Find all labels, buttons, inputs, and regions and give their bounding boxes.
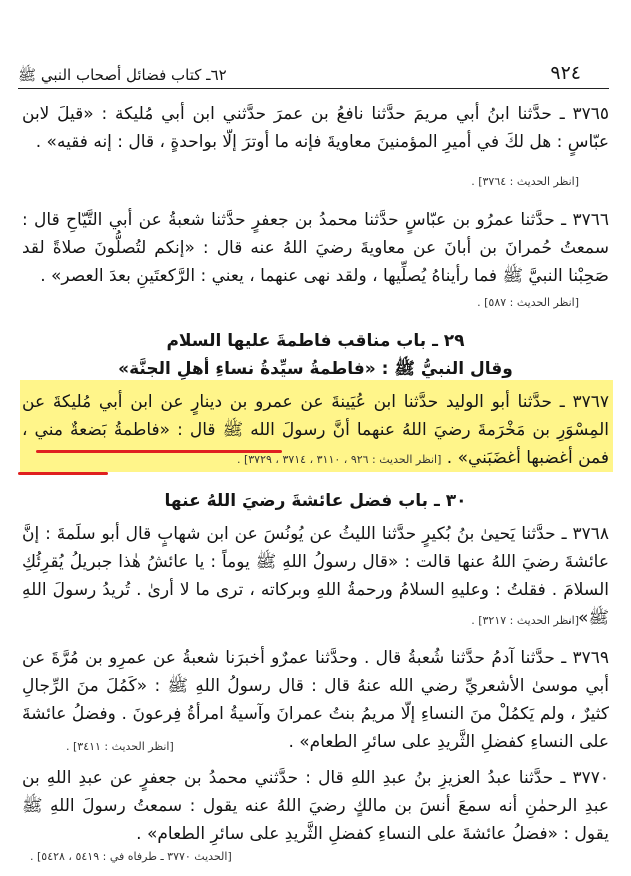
hadith-3767-body: ٣٧٦٧ ـ حدَّثنا أبو الوليد حدَّثنا ابن عُيَينةَ عن عمرو بن دينارٍ عن ابن أبي مُليكةَ عن المِسْوَرِ بن مَخْرَمةَ رضيَ اللهُ عنهما أنَّ رسولَ الله ﷺ قال : «فاطمةُ بَضعةٌ مني ، فمن أغضبها أغضَبَني» . <box>22 392 609 468</box>
page-number: ٩٢٤ <box>550 62 581 84</box>
hadith-3767-reference: [انظر الحديث : ٩٢٦ ، ٣١١٠ ، ٣٧١٤ ، ٣٧٢٩] . <box>236 453 442 466</box>
hadith-3766-text: ٣٧٦٦ ـ حدَّثنا عمرُو بن عبّاسٍ حدَّثنا محمدُ بن جعفرٍ حدَّثنا شعبةُ عن أبي التَّيّاحِ قال : سمعتُ حُمرانَ بن أبانَ عن معاويةَ رضيَ اللهُ عنه قال : «إنكم لتُصلُّونَ صلاةً لقد صَحِبْنا النبيَّ ﷺ فما رأيناهُ يُصلِّيها ، ولقد نهى عنهما ، يعني : الرَّكعتَينِ بعدَ العصر» . <box>22 210 609 286</box>
hadith-3765-text: ٣٧٦٥ ـ حدَّثنا ابنُ أبي مريمَ حدَّثنا نافعُ بن عمرَ حدَّثني ابن أبي مُليكة : «قيلَ لابن عبّاسٍ : هل لكَ في أميرِ المؤمنينَ معاويةَ فإنه ما أوترَ إلّا بواحدةٍ ، قال : إنه فقيه» . <box>22 104 609 152</box>
hadith-3769-reference: [انظر الحديث : ٣٤١١] . <box>66 740 174 753</box>
chapter-30-heading: ٣٠ ـ باب فضل عائشةَ رضيَ اللهُ عنها <box>164 491 467 511</box>
hadith-3770-reference: [الحديث ٣٧٧٠ ـ طرفاه في : ٥٤١٩ ، ٥٤٢٨] . <box>30 850 232 863</box>
chapter-title: ٦٢ـ كتاب فضائل أصحاب النبي ﷺ <box>18 66 227 84</box>
hadith-3767-text <box>22 388 609 474</box>
hadith-3770-text: ٣٧٧٠ ـ حدَّثنا عبدُ العزيزِ بنُ عبدِ اللهِ قال : حدَّثني محمدُ بن جعفرٍ عن عبدِ اللهِ بن عبدِ الرحمٰنِ أنه سمعَ أنسَ بن مالكٍ رضيَ اللهُ عنه يقول : سمعتُ رسولَ اللهِ ﷺ يقول : «فضلُ عائشةَ على النساءِ كفضلِ الثَّريدِ على سائرِ الطعام» . <box>22 768 609 844</box>
hadith-3768-reference: [انظر الحديث : ٣٢١٧] . <box>471 614 579 627</box>
hadith-3768-text: ٣٧٦٨ ـ حدَّثنا يَحيىٰ بنُ بُكيرٍ حدَّثنا الليثُ عن يُونُسَ عن ابن شهابٍ قال أبو سلَمةَ : إنَّ عائشةَ رضيَ اللهُ عنها قالت : «قال رسولُ اللهِ ﷺ يوماً : يا عائشُ هٰذا جبريلُ يُقرِئُكِ السلامَ . فقلتُ : وعليهِ السلامُ ورحمةُ اللهِ وبركاته ، ترى ما لا أرىٰ . تُريدُ رسولَ اللهِ ﷺ» . <box>22 524 609 628</box>
hadith-3769-text: ٣٧٦٩ ـ حدَّثنا آدمُ حدَّثنا شُعبةُ قال . وحدَّثنا عمرٌو أخبرَنا شعبةُ عن عمرِو بن مُرَّةَ عن أبي موسىٰ الأشعريِّ رضي الله عنهُ قال : قال رسولُ اللهِ ﷺ : «كَمُلَ منَ الرِّجالِ كثيرٌ ، ولم يَكمُلْ منَ النساءِ إلّا مريمُ بنتُ عمرانَ وآسيةُ امرأةُ فِرعونَ . وفضلُ عائشةَ على النساءِ كفضلِ الثَّريدِ على سائرِ الطعام» . <box>22 648 609 752</box>
hadith-3766-reference: [انظر الحديث : ٥٨٧] . <box>477 296 579 309</box>
chapter-29-subheading: وقال النبيُّ ﷺ : «فاطمةُ سيِّدةُ نساءِ أهلِ الجنَّة» <box>118 359 513 379</box>
running-header <box>18 60 609 89</box>
chapter-29-heading: ٢٩ ـ باب مناقب فاطمةَ عليها السلام <box>166 331 465 351</box>
hadith-3765-reference: [انظر الحديث : ٣٧٦٤] . <box>471 175 579 188</box>
